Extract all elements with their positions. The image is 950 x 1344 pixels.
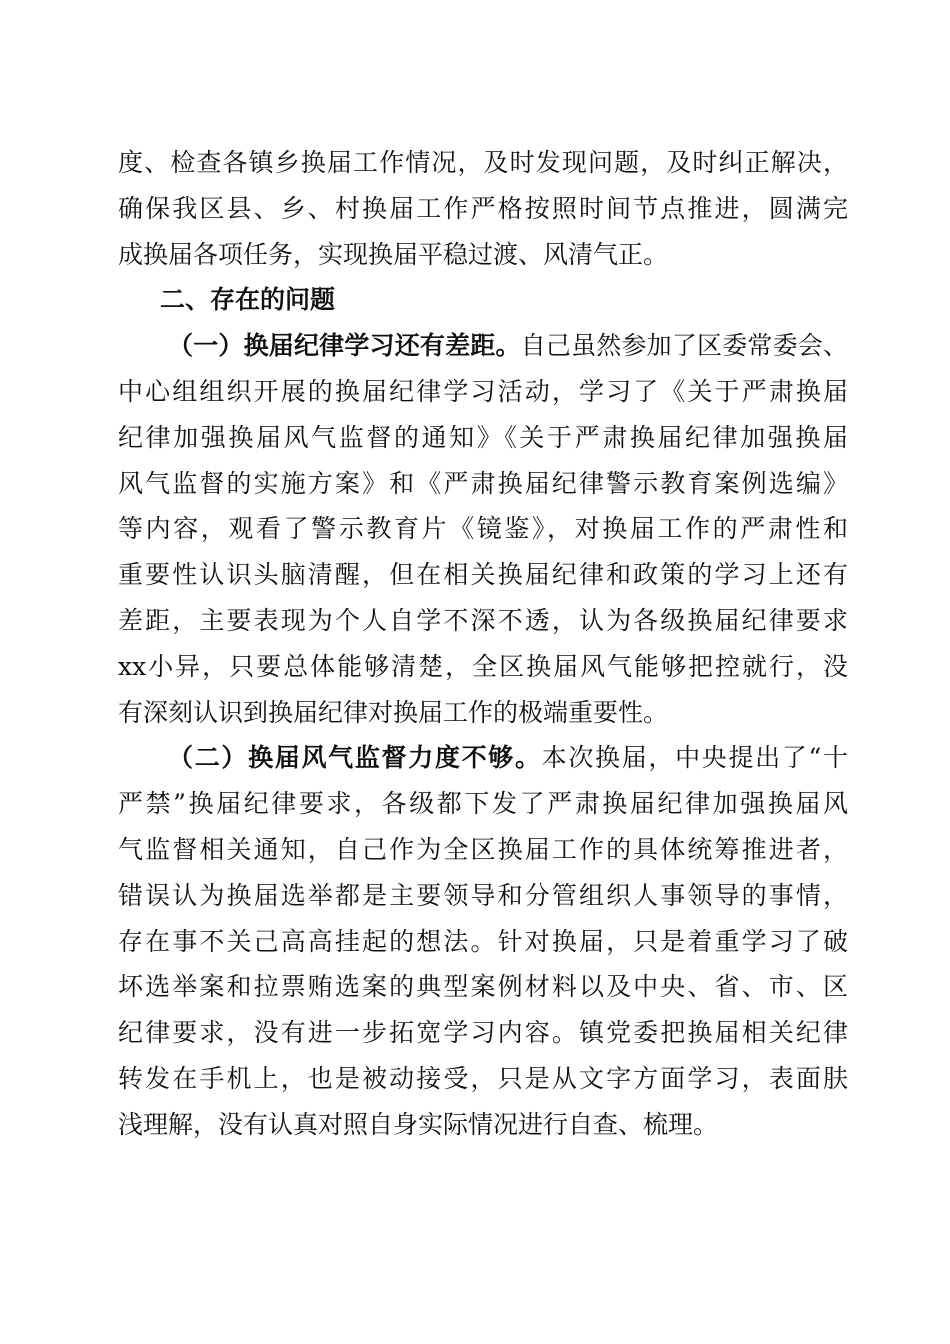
paragraph-line: 浅理解，没有认真对照自身实际情况进行自查、梳理。 [118,1109,719,1139]
paragraph-line: 确保我区县、乡、村换届工作严格按照时间节点推进，圆满完 [118,193,848,223]
paragraph-line: 严禁”换届纪律要求，各级都下发了严肃换届纪律加强换届风 [118,789,848,819]
paragraph-line: 错误认为换届选举都是主要领导和分管组织人事领导的事情， [118,880,848,910]
paragraph-line: 中心组组织开展的换届纪律学习活动，学习了《关于严肃换届 [118,376,848,406]
paragraph-line: 有深刻认识到换届纪律对换届工作的极端重要性。 [118,697,669,727]
paragraph-line: 等内容，观看了警示教育片《镜鉴》，对换届工作的严肃性和 [118,514,848,544]
paragraph-problem-1 [118,323,848,735]
paragraph-line: 存在事不关己高高挂起的想法。针对换届，只是着重学习了破 [118,926,848,956]
paragraph-continuation [118,140,848,277]
paragraph-first-line-text: 自己虽然参加了区委常委会、 [520,331,848,361]
paragraph-line: 差距，主要表现为个人自学不深不透，认为各级换届纪律要求 [118,605,848,635]
paragraph-line: 纪律加强换届风气监督的通知》《关于严肃换届纪律加强换届 [118,422,848,452]
paragraph-line: 纪律要求，没有进一步拓宽学习内容。镇党委把换届相关纪律 [118,1018,848,1048]
paragraph-line: 转发在手机上，也是被动接受，只是从文字方面学习，表面肤 [118,1063,848,1093]
paragraph-lead-title: （二）换届风气监督力度不够。 [168,743,542,773]
paragraph-line: xx小异，只要总体能够清楚，全区换届风气能够把控就行，没 [118,651,848,681]
section-heading: 二、存在的问题 [160,285,336,315]
paragraph-line: 度、检查各镇乡换届工作情况，及时发现问题，及时纠正解决， [118,148,848,177]
paragraph-lead-title: （一）换届纪律学习还有差距。 [168,331,521,361]
paragraph-line: 坏选举案和拉票贿选案的典型案例材料以及中央、省、市、区 [118,972,848,1002]
paragraph-first-line-text: 本次换届，中央提出了“十 [541,743,848,773]
paragraph-problem-2 [118,735,848,1147]
paragraph-first-line [118,735,848,781]
paragraph-first-line [118,323,848,369]
paragraph-line: 重要性认识头脑清醒，但在相关换届纪律和政策的学习上还有 [118,560,848,590]
document-body [118,140,848,1148]
paragraph-line: 成换届各项任务，实现换届平稳过渡、风清气正。 [118,239,669,269]
paragraph-line: 风气监督的实施方案》和《严肃换届纪律警示教育案例选编》 [118,468,848,498]
paragraph-line: 气监督相关通知，自己作为全区换届工作的具体统筹推进者， [118,834,848,864]
